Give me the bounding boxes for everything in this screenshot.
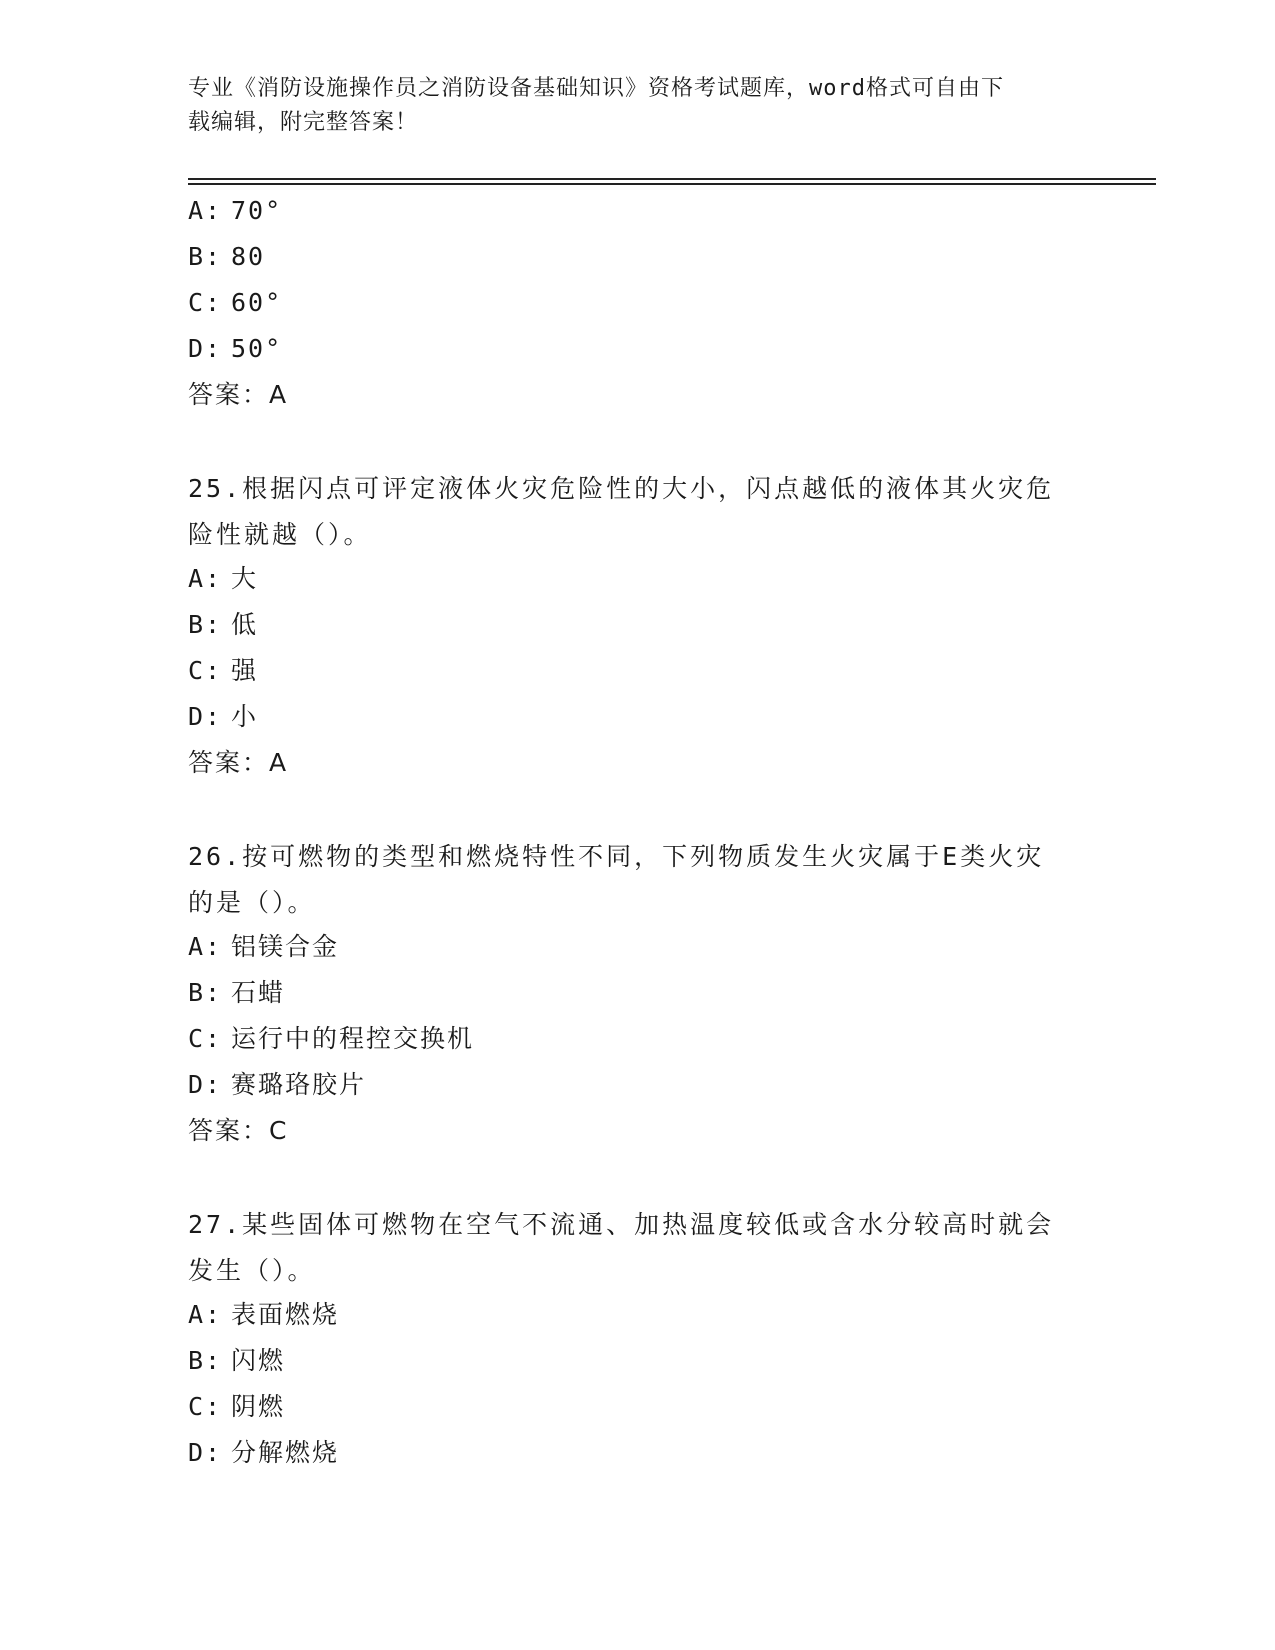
question-stem: 27.某些固体可燃物在空气不流通、加热温度较低或含水分较高时就会发生（）。 (188, 1210, 1055, 1285)
option-d (188, 328, 1088, 374)
option-key: A: (188, 932, 223, 961)
option-key: D: (188, 1438, 223, 1467)
option-text: 分解燃烧 (231, 1438, 340, 1467)
spacer (188, 1156, 1088, 1202)
option-text: 低 (231, 610, 259, 639)
option-a (188, 190, 1088, 236)
question-list (188, 190, 1088, 1478)
document-header (188, 72, 1088, 140)
question-25 (188, 466, 1088, 788)
option-a (188, 1294, 1088, 1340)
question-24 (188, 190, 1088, 420)
option-key: D: (188, 1070, 223, 1099)
option-key: A: (188, 564, 223, 593)
spacer (188, 788, 1088, 834)
option-text: 铝镁合金 (231, 932, 340, 961)
option-text: 阴燃 (231, 1392, 286, 1421)
option-text: 石蜡 (231, 978, 286, 1007)
option-b (188, 1340, 1088, 1386)
answer-line: 答案：A (188, 748, 289, 777)
answer-line: 答案：A (188, 380, 289, 409)
option-a (188, 558, 1088, 604)
option-text: 小 (231, 702, 259, 731)
option-key: D: (188, 334, 223, 363)
option-c (188, 650, 1088, 696)
answer-line: 答案：C (188, 1116, 289, 1145)
option-text: 50° (231, 334, 283, 363)
option-text: 赛璐珞胶片 (231, 1070, 367, 1099)
option-c (188, 1018, 1088, 1064)
header-divider-bottom (188, 183, 1156, 185)
option-key: C: (188, 288, 223, 317)
option-text: 大 (231, 564, 259, 593)
option-text: 70° (231, 196, 283, 225)
option-a (188, 926, 1088, 972)
option-d (188, 1432, 1088, 1478)
option-text: 80 (231, 242, 266, 271)
option-c (188, 282, 1088, 328)
option-c (188, 1386, 1088, 1432)
option-d (188, 1064, 1088, 1110)
option-text: 60° (231, 288, 283, 317)
option-text: 表面燃烧 (231, 1300, 340, 1329)
option-key: A: (188, 196, 223, 225)
option-key: B: (188, 1346, 223, 1375)
option-text: 运行中的程控交换机 (231, 1024, 475, 1053)
option-key: B: (188, 978, 223, 1007)
question-27 (188, 1202, 1088, 1478)
header-line-2: 载编辑，附完整答案！ (188, 110, 419, 135)
option-key: C: (188, 1024, 223, 1053)
header-line-1: 专业《消防设施操作员之消防设备基础知识》资格考试题库，word格式可自由下 (188, 76, 1004, 101)
option-b (188, 604, 1088, 650)
option-key: A: (188, 1300, 223, 1329)
header-divider-top (188, 178, 1156, 180)
option-d (188, 696, 1088, 742)
option-b (188, 972, 1088, 1018)
option-text: 强 (231, 656, 259, 685)
option-key: B: (188, 610, 223, 639)
option-key: C: (188, 1392, 223, 1421)
option-key: B: (188, 242, 223, 271)
option-key: C: (188, 656, 223, 685)
option-key: D: (188, 702, 223, 731)
option-text: 闪燃 (231, 1346, 286, 1375)
option-b (188, 236, 1088, 282)
question-stem: 25.根据闪点可评定液体火灾危险性的大小，闪点越低的液体其火灾危险性就越（）。 (188, 474, 1055, 549)
question-26 (188, 834, 1088, 1156)
question-stem: 26.按可燃物的类型和燃烧特性不同，下列物质发生火灾属于E类火灾的是（）。 (188, 842, 1045, 917)
spacer (188, 420, 1088, 466)
